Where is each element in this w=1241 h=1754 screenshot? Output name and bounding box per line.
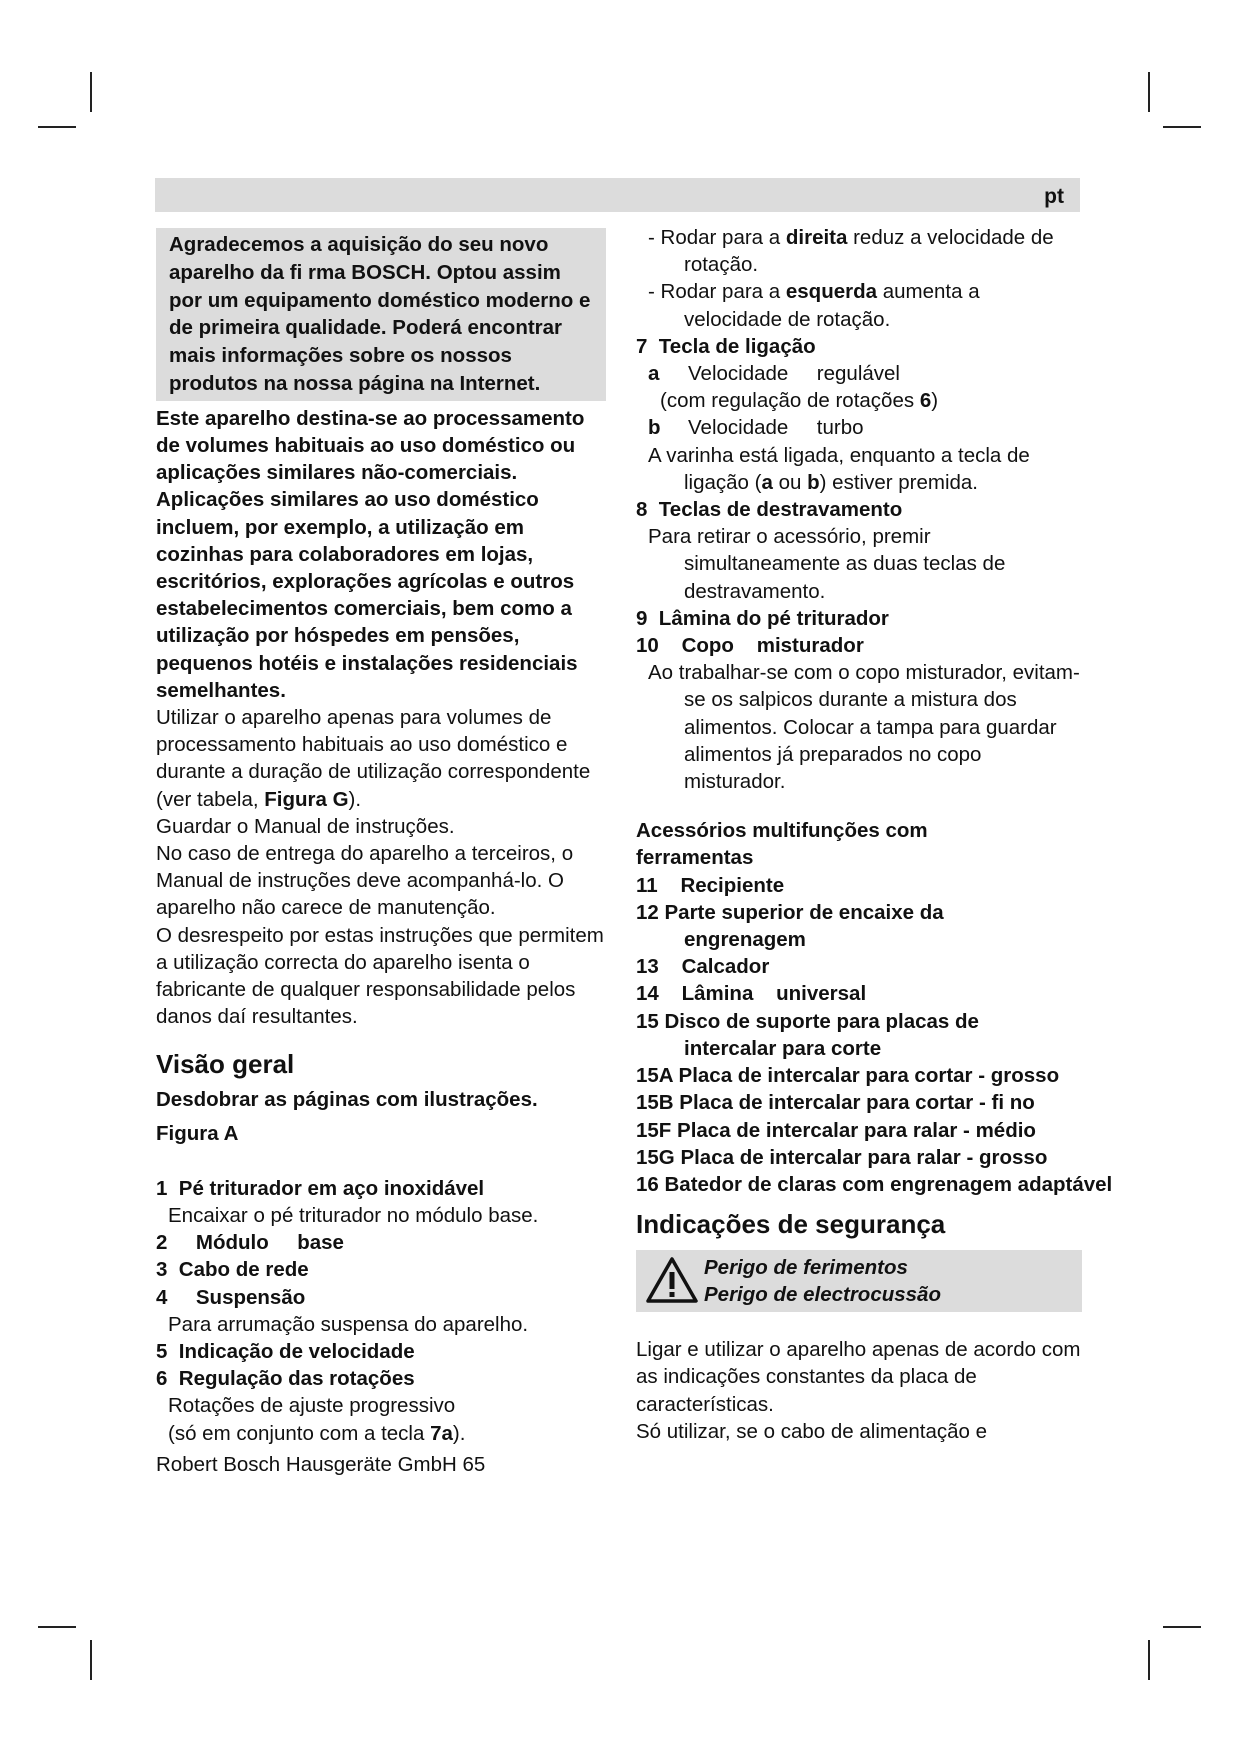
rotate-left-note: - Rodar para a esquerda aumenta a velocidade de rotação. xyxy=(648,280,980,331)
warning-injury: Perigo de ferimentos xyxy=(704,1256,908,1280)
header-bar xyxy=(155,178,1080,212)
list-item-7a: a Velocidade regulável xyxy=(648,362,900,386)
safety-paragraph-2: Só utilizar, se o cabo de alimentação e xyxy=(636,1419,987,1443)
warning-electrocution: Perigo de electrocussão xyxy=(704,1283,941,1307)
safety-heading: Indicações de segurança xyxy=(636,1209,946,1240)
safety-paragraph-1: Ligar e utilizar o aparelho apenas de acordo com as indicações constantes da placa de características. xyxy=(636,1338,1081,1416)
list-item-7-desc: A varinha está ligada, enquanto a tecla de ligação (a ou b) estiver premida. xyxy=(648,443,1030,494)
list-item-4-desc: Para arrumação suspensa do aparelho. xyxy=(168,1312,529,1336)
list-item-8: 8 Teclas de destravamento xyxy=(636,498,903,522)
list-item-8-desc: Para retirar o acessório, premir simultaneamente as duas teclas de destravamento. xyxy=(648,525,1006,603)
overview-subtitle: Desdobrar as páginas com ilustrações. xyxy=(156,1088,538,1112)
list-item-6-note: (só em conjunto com a tecla 7a). xyxy=(168,1421,466,1445)
intro-box: Agradecemos a aquisição do seu novo aparelho da fi rma BOSCH. Optou assim por um equipamento doméstico moderno e de primeira qualidade. Poderá encontrar mais informações sobre os nossos produtos na nossa página na Internet. xyxy=(156,228,606,401)
list-item-9: 9 Lâmina do pé triturador xyxy=(636,606,889,630)
crop-mark xyxy=(38,1626,76,1628)
overview-heading: Visão geral xyxy=(156,1049,295,1080)
warning-triangle-icon xyxy=(646,1256,698,1304)
accessory-item: 15 Disco de suporte para placas de intercalar para corte xyxy=(636,1009,979,1060)
disclaimer-paragraph: O desrespeito por estas instruções que permitem a utilização correcta do aparelho isenta o fabricante de qualquer responsabilidade pelos danos daí resultantes. xyxy=(156,923,604,1029)
third-parties-paragraph: No caso de entrega do aparelho a terceiros, o Manual de instruções deve acompanhá-lo. O aparelho não carece de manutenção. xyxy=(156,842,574,920)
list-item-2: 2 Módulo base xyxy=(156,1231,344,1255)
figure-label: Figura A xyxy=(156,1121,239,1145)
warning-box xyxy=(636,1250,1082,1312)
crop-mark xyxy=(1148,1640,1150,1680)
list-item-7a-note: (com regulação de rotações 6) xyxy=(660,389,939,413)
accessory-item: 15G Placa de intercalar para ralar - grosso xyxy=(636,1145,1048,1169)
accessory-item: 15B Placa de intercalar para cortar - fi no xyxy=(636,1091,1035,1115)
list-item-10-desc: Ao trabalhar-se com o copo misturador, evitam-se os salpicos durante a mistura dos alimentos. Colocar a tampa para guardar alimentos já preparados no copo misturador. xyxy=(648,661,1080,794)
warning-text xyxy=(704,1254,941,1308)
rotate-right-note: - Rodar para a direita reduz a velocidade de rotação. xyxy=(648,226,1054,277)
list-item-4: 4 Suspensão xyxy=(156,1285,306,1309)
keep-manual-paragraph: Guardar o Manual de instruções. xyxy=(156,814,455,838)
crop-mark xyxy=(90,72,92,112)
accessory-item: 15F Placa de intercalar para ralar - médio xyxy=(636,1118,1036,1142)
accessory-item: 11 Recipiente xyxy=(636,873,785,897)
crop-mark xyxy=(1163,1626,1201,1628)
list-item-7b: b Velocidade turbo xyxy=(648,416,864,440)
list-item-6-desc: Rotações de ajuste progressivo xyxy=(168,1394,456,1418)
list-item-1: 1 Pé triturador em aço inoxidável xyxy=(156,1176,485,1200)
list-item-7: 7 Tecla de ligação xyxy=(636,334,816,358)
crop-mark xyxy=(1148,72,1150,112)
accessory-item: 12 Parte superior de encaixe da engrenagem xyxy=(636,900,944,952)
right-column xyxy=(636,224,1113,1445)
accessory-item: 16 Batedor de claras com engrenagem adaptável xyxy=(636,1172,1113,1196)
language-code: pt xyxy=(1044,185,1064,208)
list-item-1-desc: Encaixar o pé triturador no módulo base. xyxy=(168,1204,539,1228)
accessory-item: 15A Placa de intercalar para cortar - grosso xyxy=(636,1064,1060,1088)
page-footer: Robert Bosch Hausgeräte GmbH 65 xyxy=(156,1452,486,1476)
list-item-6: 6 Regulação das rotações xyxy=(156,1367,415,1391)
accessories-heading: Acessórios multifunções com ferramentas xyxy=(636,819,928,870)
accessory-item: 13 Calcador xyxy=(636,955,770,979)
crop-mark xyxy=(90,1640,92,1680)
purpose-paragraph: Este aparelho destina-se ao processamento de volumes habituais ao uso doméstico ou aplicações similares não-comerciais. Aplicações similares ao uso doméstico incluem, por exemplo, a utilização em cozinhas para colaboradores em lojas, escritórios, explorações agrícolas e outros estabelecimentos comerciais, bem como a utilização por hóspedes em pensões, pequenos hotéis e instalações residenciais semelhantes. xyxy=(156,406,585,702)
usage-paragraph: Utilizar o aparelho apenas para volumes de processamento habituais ao uso doméstico e durante a duração de utilização correspondente (ver tabela, Figura G). xyxy=(156,706,591,811)
crop-mark xyxy=(38,126,76,128)
left-column xyxy=(156,228,606,1478)
list-item-3: 3 Cabo de rede xyxy=(156,1258,309,1282)
crop-mark xyxy=(1163,126,1201,128)
list-item-5: 5 Indicação de velocidade xyxy=(156,1340,415,1364)
list-item-10: 10 Copo misturador xyxy=(636,634,864,658)
accessory-item: 14 Lâmina universal xyxy=(636,982,867,1006)
